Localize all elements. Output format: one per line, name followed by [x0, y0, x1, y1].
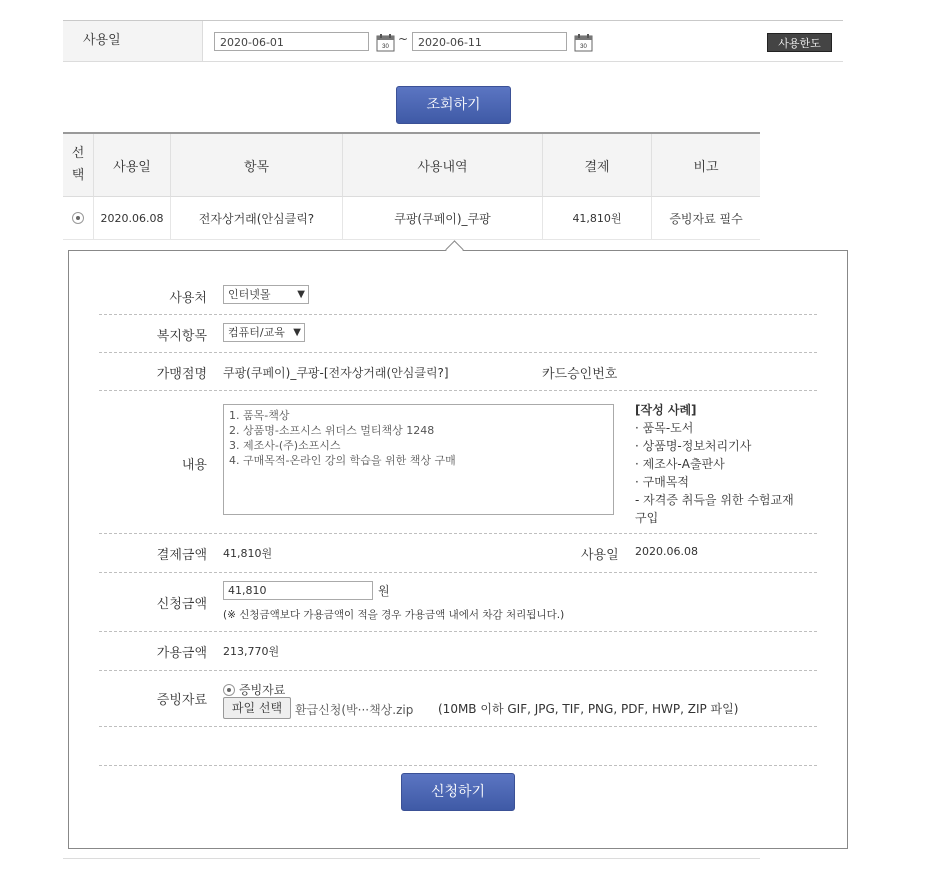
divider: [99, 390, 817, 391]
divider: [99, 670, 817, 671]
evidence-label: 증빙자료: [156, 693, 207, 708]
usage-place-label: 사용처: [169, 291, 207, 306]
payment-amount-value: 41,810원: [223, 547, 273, 560]
column-header-item: 항목: [171, 134, 343, 197]
evidence-radio-option[interactable]: 증빙자료: [223, 681, 285, 698]
row-payment: 41,810원: [543, 197, 652, 240]
usage-table: [63, 132, 760, 226]
search-button[interactable]: 조회하기: [396, 86, 511, 124]
divider: [99, 765, 817, 766]
row-item: 전자상거래(안심클릭?: [171, 197, 343, 240]
divider: [99, 352, 817, 353]
request-amount-note: (※ 신청금액보다 가용금액이 적을 경우 가용금액 내에서 차감 처리됩니다.): [223, 609, 565, 621]
column-header-detail: 사용내역: [343, 134, 543, 197]
row-date: 2020.06.08: [94, 197, 171, 240]
divider: [99, 726, 817, 727]
divider: [99, 533, 817, 534]
use-date-value: 2020.06.08: [635, 545, 698, 558]
file-select-button[interactable]: 파일 선택: [223, 697, 291, 719]
usage-limit-button[interactable]: 사용한도: [767, 33, 832, 52]
selected-file-name: 환급신청(박···책상.zip: [295, 703, 414, 717]
column-header-note: 비고: [652, 134, 760, 197]
request-amount-unit: 원: [378, 584, 390, 598]
detail-panel: [68, 250, 848, 849]
divider: [99, 572, 817, 573]
dropdown-arrow-icon: ▼: [297, 289, 305, 300]
content-label: 내용: [181, 458, 207, 473]
merchant-value: 쿠팡(쿠페이)_쿠팡-[전자상거래(안심클릭?]: [223, 366, 449, 380]
date-from-input[interactable]: 2020-06-01: [214, 32, 369, 51]
column-header-payment: 결제: [543, 134, 652, 197]
calendar-icon[interactable]: [574, 33, 593, 52]
card-approval-label: 카드승인번호: [542, 367, 618, 382]
payment-amount-label: 결제금액: [156, 548, 207, 563]
radio-button[interactable]: [72, 212, 84, 224]
welfare-item-label: 복지항목: [156, 329, 207, 344]
merchant-label: 가맹점명: [156, 367, 207, 382]
column-header-date: 사용일: [94, 134, 171, 197]
request-amount-label: 신청금액: [156, 597, 207, 612]
dropdown-arrow-icon: ▼: [293, 327, 301, 338]
request-amount-input[interactable]: 41,810: [223, 581, 373, 600]
date-range-separator: ~: [398, 32, 409, 46]
radio-button[interactable]: [223, 684, 235, 696]
use-date-label: 사용일: [581, 548, 619, 563]
bottom-divider: [63, 858, 760, 859]
row-detail: 쿠팡(쿠페이)_쿠팡: [343, 197, 543, 240]
search-filter-row: [63, 20, 843, 62]
usage-place-select[interactable]: 인터넷몰 ▼: [223, 285, 309, 304]
row-select-radio[interactable]: [63, 197, 94, 240]
svg-text:30: 30: [382, 44, 389, 50]
available-amount-label: 가용금액: [156, 646, 207, 661]
calendar-icon[interactable]: [376, 33, 395, 52]
row-note: 증빙자료 필수: [652, 197, 760, 240]
date-to-input[interactable]: 2020-06-11: [412, 32, 567, 51]
column-header-select: 선 택: [63, 134, 94, 197]
welfare-item-select[interactable]: 컴퓨터/교육 ▼: [223, 323, 305, 342]
use-date-label: 사용일: [63, 21, 203, 61]
available-amount-value: 213,770원: [223, 645, 280, 658]
file-type-hint: (10MB 이하 GIF, JPG, TIF, PNG, PDF, HWP, ZIP 파일): [438, 702, 739, 716]
svg-text:30: 30: [580, 44, 587, 50]
apply-button[interactable]: 신청하기: [401, 773, 515, 811]
writing-example: [작성 사례] · 품목-도서 · 상품명-정보처리기사 · 제조사-A출판사 · 구매목적 - 자격증 취득을 위한 수험교재 구입: [635, 403, 794, 525]
content-textarea[interactable]: 1. 품목-책상 2. 상품명-소프시스 위더스 멀티책상 1248 3. 제조사-(주)소프시스 4. 구매목적-온라인 강의 학습을 위한 책상 구매: [223, 404, 614, 515]
divider: [99, 631, 817, 632]
divider: [99, 314, 817, 315]
